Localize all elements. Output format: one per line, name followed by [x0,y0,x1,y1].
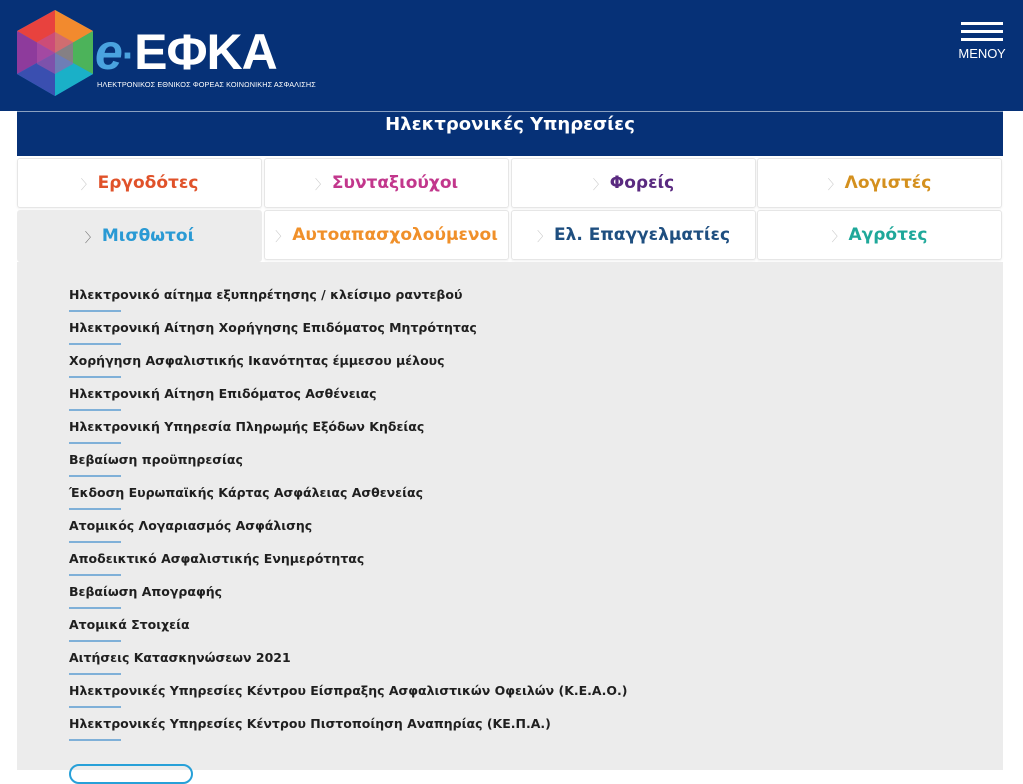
tab-employees[interactable] [17,210,262,262]
link-underline [69,607,121,609]
link-underline [69,409,121,411]
service-link[interactable]: Αποδεικτικό Ασφαλιστικής Ενημερότητας [69,551,365,566]
service-link[interactable]: Βεβαίωση προϋπηρεσίας [69,452,243,467]
service-link[interactable]: Ηλεκτρονική Αίτηση Επιδόματος Ασθένειας [69,386,377,401]
service-item[interactable] [69,418,969,451]
link-underline [69,541,121,543]
service-item[interactable] [69,616,969,649]
tab-label: Λογιστές [844,173,932,193]
link-underline [69,376,121,378]
hexagon-logo-icon [17,10,93,96]
menu-label: ΜΕΝΟΥ [958,46,1006,61]
service-item[interactable] [69,484,969,517]
tab-pensioners[interactable] [264,158,509,208]
link-underline [69,673,121,675]
link-underline [69,310,121,312]
service-item[interactable] [69,319,969,352]
chevron-right-icon: 〉 [592,177,606,193]
service-link[interactable]: Ηλεκτρονικό αίτημα εξυπηρέτησης / κλείσιμο ραντεβού [69,287,463,302]
chevron-right-icon: 〉 [84,230,98,246]
service-item[interactable] [69,583,969,616]
menu-button[interactable] [955,20,1009,64]
link-underline [69,508,121,510]
services-list [69,286,969,748]
chevron-right-icon: 〉 [827,177,841,193]
tab-organizations[interactable] [511,158,756,208]
tab-accountants[interactable] [757,158,1002,208]
link-underline [69,739,121,741]
tab-self-employed[interactable] [264,210,509,260]
service-link[interactable]: Αιτήσεις Κατασκηνώσεων 2021 [69,650,291,665]
tab-label: Αγρότες [848,225,928,245]
chevron-right-icon: 〉 [831,229,845,245]
section-heading-bar [17,111,1003,156]
tab-label: Ελ. Επαγγελματίες [553,225,731,245]
service-link[interactable]: Ηλεκτρονικές Υπηρεσίες Κέντρου Πιστοποίηση Αναπηρίας (ΚΕ.Π.Α.) [69,716,551,731]
tab-freelancers[interactable] [511,210,756,260]
link-underline [69,640,121,642]
service-link[interactable]: Έκδοση Ευρωπαϊκής Κάρτας Ασφάλειας Ασθενείας [69,485,423,500]
chevron-right-icon: 〉 [536,229,550,245]
services-panel [17,262,1003,770]
hamburger-icon [961,22,1003,40]
service-item[interactable] [69,649,969,682]
service-item[interactable] [69,550,969,583]
logo-wordmark: e·ΕΦΚΑ [95,24,277,80]
efka-logo[interactable] [17,10,317,100]
link-underline [69,574,121,576]
tab-label: Αυτοαπασχολούμενοι [292,225,498,245]
service-item[interactable] [69,352,969,385]
tab-employers[interactable] [17,158,262,208]
service-link[interactable]: Ηλεκτρονική Αίτηση Χορήγησης Επιδόματος Μητρότητας [69,320,477,335]
service-item[interactable] [69,517,969,550]
logo-subtitle: ΗΛΕΚΤΡΟΝΙΚΟΣ ΕΘΝΙΚΟΣ ΦΟΡΕΑΣ ΚΟΙΝΩΝΙΚΗΣ ΑΣΦΑΛΙΣΗΣ [97,80,316,89]
tab-label: Εργοδότες [97,173,199,193]
tab-label: Φορείς [609,173,675,193]
service-item[interactable] [69,682,969,715]
service-item[interactable] [69,451,969,484]
service-item[interactable] [69,715,969,748]
service-item[interactable] [69,385,969,418]
service-item[interactable] [69,286,969,319]
service-link[interactable]: Ατομικά Στοιχεία [69,617,190,632]
chevron-right-icon: 〉 [314,177,328,193]
tab-label: Συνταξιούχοι [331,173,459,193]
chevron-right-icon: 〉 [80,177,94,193]
link-underline [69,442,121,444]
link-underline [69,706,121,708]
service-link[interactable]: Ηλεκτρονικές Υπηρεσίες Κέντρου Είσπραξης Ασφαλιστικών Οφειλών (Κ.Ε.Α.Ο.) [69,683,628,698]
link-underline [69,343,121,345]
service-link[interactable]: Ηλεκτρονική Υπηρεσία Πληρωμής Εξόδων Κηδείας [69,419,425,434]
service-link[interactable]: Ατομικός Λογαριασμός Ασφάλισης [69,518,313,533]
link-underline [69,475,121,477]
tab-label: Μισθωτοί [101,226,195,246]
tab-farmers[interactable] [757,210,1002,260]
service-link[interactable]: Βεβαίωση Απογραφής [69,584,223,599]
chevron-right-icon: 〉 [275,229,289,245]
service-link[interactable]: Χορήγηση Ασφαλιστικής Ικανότητας έμμεσου μέλους [69,353,445,368]
more-services-button[interactable] [69,764,193,784]
page-title: Ηλεκτρονικές Υπηρεσίες [385,114,635,135]
site-header [0,0,1023,111]
